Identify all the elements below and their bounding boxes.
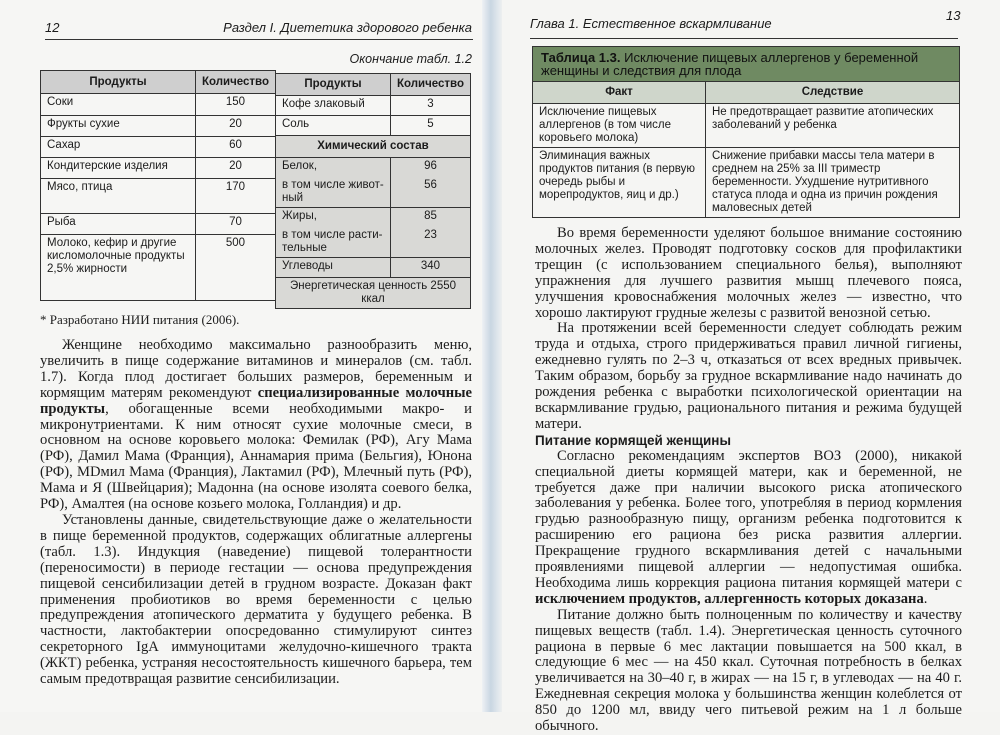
table-title (533, 47, 960, 82)
chem-sublabel: в том числе расти-тельные (282, 229, 383, 254)
table-row (41, 235, 276, 301)
section-heading: Питание кормящей женщины (535, 432, 731, 448)
consequence-cell: Не предотвращает развитие атопических заболеваний у ребенка (706, 104, 960, 148)
paragraph: Установлены данные, свидетельствующие даже о желательности в пище беременной продуктов, содержащих облигатные аллергены (табл. 1.3). Индукция (наведение) пищевой толерантности (переносимости) в периоде гестации — основа предупреждения пищевой сенсибилизации детей в грудном возрасте. Доказан факт применения пробиотиков во время беременности с целью предупреждения атопического дерматита у будущего ребенка. В частности, лактобактерии опосредованно стимулируют синтез секреторного IgA иммуноцитами желудочно-кишечного тракта (ЖКТ) ребенка, устраняя несостоятельность кишечного барьера, тем самым предотвращая развитие сенсибилизации. (40, 511, 472, 688)
product-qty: 20 (195, 157, 275, 178)
fact-cell: Исключение пищевых аллергенов (в том числе коровьего молока) (533, 104, 706, 148)
header-consequence: Следствие (706, 82, 960, 104)
chem-subvalue: 23 (424, 229, 437, 241)
product-qty: 20 (195, 115, 275, 136)
bold-text: специализированные молочные продукты (40, 384, 472, 417)
paragraph: Во время беременности уделяют большое внимание состоянию молочных желез. Проводят подготовку сосков для профилактики трещин (с использованием специального белья), выполняют упражнения для лучшего развития мышц плечевого пояса, улучшения кровоснабжения молочных желез — известно, что хорошо лактируют грудные железы с развитой венозной сетью. (535, 225, 962, 321)
product-qty: 70 (195, 214, 275, 235)
table-caption: Окончание табл. 1.2 (349, 52, 472, 66)
chem-sublabel: в том числе живот-ный (282, 179, 384, 204)
right-page (502, 0, 1000, 735)
chem-label: Жиры, (282, 210, 317, 222)
chem-label: Углеводы (276, 258, 391, 278)
bold-text: исключением продуктов, аллергенность которых доказана (535, 590, 924, 607)
text: Женщине необходимо максимально разнообразить меню, увеличить в пище содержание витаминов и минералов (см. табл. 1.7). Когда плод достигает больших размеров, беременным и кормящим матерям рекомендуют (40, 337, 472, 401)
product-qty: 500 (195, 235, 275, 301)
product-qty: 150 (195, 94, 275, 115)
table-row (41, 214, 276, 235)
paragraph: Питание должно быть полноценным по количеству и качеству пищевых веществ (табл. 1.4). Энергетическая ценность суточного рациона в первые 6 мес лактации повышается на 500 ккал, в следующие 6 мес — на 450 ккал. Суточная потребность в белках увеличивается на 30–40 г, в жирах — на 15 г, в углеводах — на 40 г. Ежедневная секреция молока у большинства женщин колеблется от 850 до 1200 мл, ввиду чего питьевой режим на 1 л больше обычного. (535, 606, 962, 735)
header-rule (45, 39, 473, 40)
paragraph: На протяжении всей беременности следует соблюдать режим труда и отдыха, строго придерживаться правил личной гигиены, ежедневно гулять по 2–3 ч, отказаться от всех вредных привычек. Таким образом, борьбу за грудное вскармливание надо начинать до рождения ребенка с выработки психологической ориентации на вскармливание грудью, рационального питания и режима будущей матери. (535, 320, 962, 432)
table-row (41, 94, 276, 115)
product-name: Кофе злаковый (276, 96, 391, 116)
left-content (40, 70, 472, 688)
chem-header: Химический состав (276, 136, 471, 158)
product-name: Мясо, птица (41, 179, 196, 214)
product-name: Соки (41, 94, 196, 115)
header-quantity: Количество (390, 74, 470, 96)
chem-subvalue: 56 (424, 179, 437, 191)
header-quantity: Количество (195, 71, 275, 94)
header-rule (530, 38, 958, 39)
page-number: 13 (946, 8, 961, 23)
text: , обогащенные всеми необходимыми макро- и микронутриентами. К ним относят сухие молочные смеси, в основном на основе коровьего молока: Фемилак (РФ), Агу Мама (РФ), Дамил Мама (Франция), Аннамария прима (Бельгия), Юнона (РФ), MDмил Мама (Франция), Лактамил (РФ), Млечный путь (РФ), Мама и Я (Швейцария); Мадонна (на основе изолята соевого белка, РФ), Амалтея (на основе козьего молока, Голландия) и др. (40, 400, 472, 513)
products-table-right (275, 73, 471, 309)
product-qty: 60 (195, 136, 275, 157)
chem-value: 85 (424, 210, 437, 222)
products-table-left (40, 70, 276, 301)
product-name: Сахар (41, 136, 196, 157)
energy-value: Энергетическая ценность 2550 ккал (276, 278, 471, 309)
running-head: Раздел I. Диететика здорового ребенка (223, 20, 472, 35)
chem-row (276, 208, 471, 258)
chem-label: Белок, (282, 160, 318, 172)
text: Согласно рекомендациям экспертов ВОЗ (2000), никакой специальной диеты кормящей матери, как и беременной, не требуется даже при наличии высокого риска атопического заболевания у ребенка. Более того, употребляя в период кормления грудью разнообразную пищу, организм ребенка подготовится к расширению его рациона без риска развития аллергии. Прекращение грудного вскармливания детей с начальными проявлениями пищевой аллергии — недопустимая ошибка. Необходима лишь коррекция рациона питания кормящей матери с (535, 447, 962, 591)
table-row (41, 136, 276, 157)
product-name: Рыба (41, 214, 196, 235)
consequence-cell: Снижение прибавки массы тела матери в среднем на 25% за III триместр беременности. Ухудшение нутритивного статуса плода и одна из причин рождения маловесных детей (706, 148, 960, 218)
paragraph (535, 449, 962, 608)
table-row (276, 116, 471, 136)
product-qty: 3 (390, 96, 470, 116)
table-title-text: Исключение пищевых аллергенов у беременной женщины и следствия для плода (541, 50, 919, 78)
product-name: Соль (276, 116, 391, 136)
fact-cell: Элиминация важных продуктов питания (в первую очередь рыбы и морепродуктов, яиц и др.) (533, 148, 706, 218)
table-row (533, 104, 960, 148)
table-number: Таблица 1.3. (541, 50, 621, 65)
chem-value: 340 (390, 258, 470, 278)
allergen-table (532, 46, 960, 218)
footnote: * Разработано НИИ питания (2006). (40, 312, 240, 327)
body-text (532, 226, 962, 735)
table-row (41, 115, 276, 136)
chem-row (276, 158, 471, 208)
header-fact: Факт (533, 82, 706, 104)
chem-value: 96 (424, 160, 437, 172)
paragraph (40, 338, 472, 513)
product-name: Кондитерские изделия (41, 157, 196, 178)
body-text (40, 338, 472, 688)
left-page (0, 0, 490, 712)
running-head: Глава 1. Естественное вскармливание (530, 16, 772, 31)
table-row (41, 179, 276, 214)
products-table (40, 70, 472, 309)
product-qty: 170 (195, 179, 275, 214)
page-number: 12 (45, 20, 60, 35)
product-name: Молоко, кефир и другие кисломолочные продукты 2,5% жирности (41, 235, 196, 301)
text: . (923, 590, 928, 607)
table-row (41, 157, 276, 178)
product-qty: 5 (390, 116, 470, 136)
header-products: Продукты (41, 71, 196, 94)
product-name: Фрукты сухие (41, 115, 196, 136)
table-row (276, 96, 471, 116)
table-row (533, 148, 960, 218)
right-content (532, 46, 962, 735)
header-products: Продукты (276, 74, 391, 96)
book-gutter (482, 0, 504, 712)
chem-row (276, 258, 471, 278)
